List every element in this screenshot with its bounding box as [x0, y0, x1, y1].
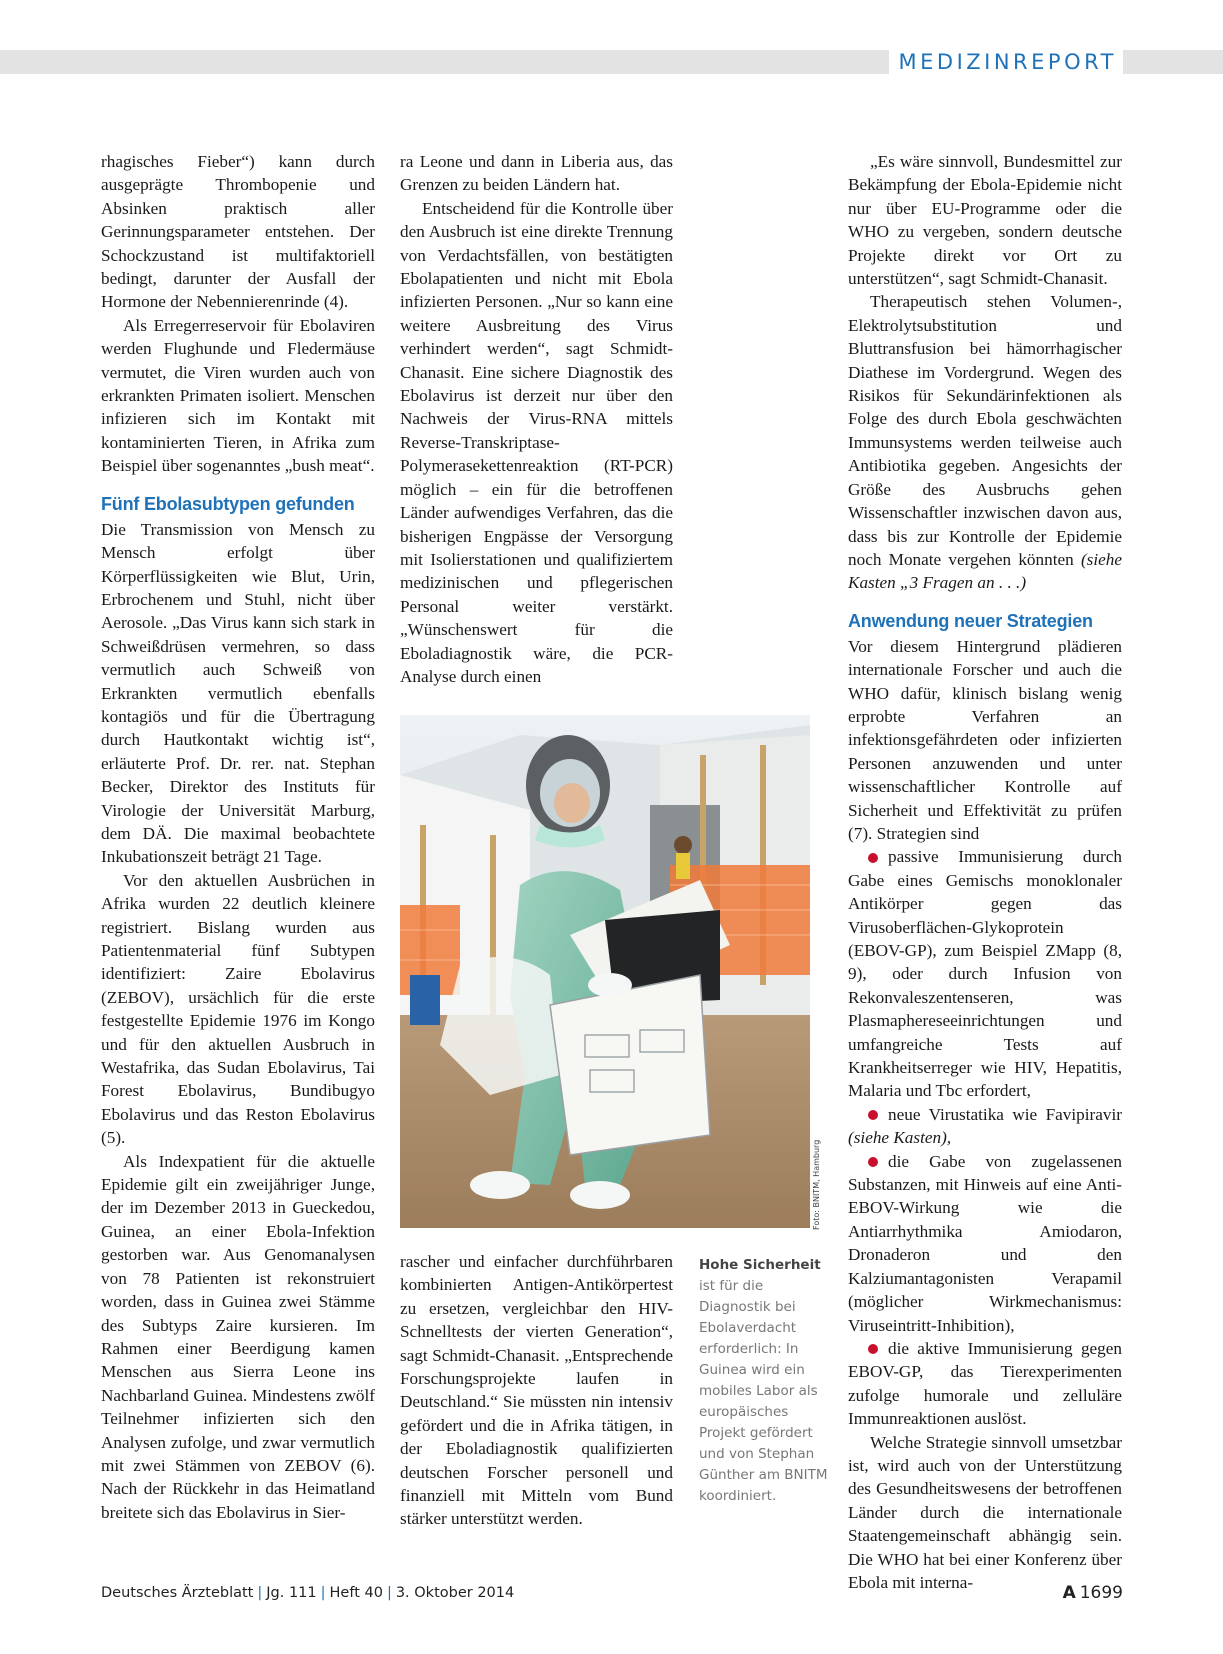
paragraph-text: Therapeutisch stehen Volumen-, Elektrolytsubstitution und Bluttransfusion bei hämorrhagischer Diathese im Vordergrund. Wegen des Risikos für Sekundärinfektionen als Folge des durch Ebola geschwächten Immunsystems werden teilweise auch Antibiotika gegeben. Angesichts der Größe des Ausbruchs gehen Wissenschaftler inzwischen davon aus, dass bis zur Kontrolle der Epidemie noch Monate vergehen könnten [848, 292, 1122, 569]
bullet-item [848, 1150, 1122, 1337]
issue: Heft 40 [329, 1585, 383, 1601]
separator: | [386, 1585, 392, 1601]
bullet-text: die Gabe von zugelassenen Substanzen, mit Hinweis auf eine Anti-EBOV-Wirkung wie die Antiarrhythmika Amiodaron, Dronaderon und den Kalziumantagonisten Verapamil (möglicher Wirkmechanismus: Viruseintritt-Inhibition), [848, 1151, 1122, 1335]
paragraph: Vor den aktuellen Ausbrüchen in Afrika wurden 22 deutlich kleinere registriert. Bislang wurden aus Patientenmaterial fünf Subtypen identifiziert: Zaire Ebolavirus (ZEBOV), ursächlich für die erste festgestellte Epidemie 1976 im Kongo und für den aktuellen Ausbruch in Westafrika, das Sudan Ebolavirus, Tai Forest Ebolavirus, Bundibugyo Ebolavirus und das Reston Ebolavirus (5). [101, 870, 375, 1148]
cross-reference: (siehe Kasten), [848, 1128, 952, 1148]
bullet-text: die aktive Immunisierung gegen EBOV-GP, das Tierexperimenten zufolge humorale und zelluläre Immunreaktionen auslöst. [848, 1338, 1122, 1429]
issue-date: 3. Oktober 2014 [395, 1585, 515, 1601]
paragraph: rhagisches Fieber“) kann durch ausgeprägte Thrombopenie und Absinken praktisch aller Gerinnungsparameter entstehen. Der Schockzustand ist multifaktoriell bedingt, darunter der Ausfall der Hormone der Nebennierenrinde (4). [101, 152, 375, 312]
separator: | [257, 1585, 263, 1601]
column-2-bottom [400, 1250, 673, 1531]
page-prefix: A [1062, 1583, 1076, 1603]
bullet-item [848, 1103, 1122, 1150]
paragraph: „Es wäre sinnvoll, Bundesmittel zur Bekämpfung der Ebola-Epidemie nicht nur über EU-Programme oder die WHO zu vergeben, sondern deutsche Projekte direkt vor Ort zu unterstützen“, sagt Schmidt-Chanasit. [848, 152, 1122, 289]
bullet-dot-icon [868, 1157, 878, 1167]
photo-caption [699, 1255, 829, 1507]
bullet-dot-icon [868, 853, 878, 863]
paragraph: rascher und einfacher durchführbaren kombinierten Antigen-Antikörpertest zu ersetzen, vergleichbar den HIV-Schnelltests der vierten Generation“, sagt Schmidt-Chanasit. „Entsprechende Forschungsprojekte laufen in Deutschland.“ Sie müssten nin intensiv gefördert und die in Afrika tätigen, in der Eboladiagnostik qualifizierten deutschen Forscher personell und finanziell mit Mitteln vom Bund stärker unterstützt werden. [400, 1252, 673, 1529]
page-number [1063, 1583, 1123, 1603]
volume: Jg. 111 [266, 1585, 317, 1601]
bullet-text: neue Virustatika wie Favipiravir [888, 1104, 1122, 1124]
journal-name: Deutsches Ärzteblatt [101, 1585, 254, 1601]
column-2-top [400, 150, 673, 688]
paragraph: Welche Strategie sinnvoll umsetzbar ist, wird auch von der Unterstützung des Gesundheitswesens der betroffenen Länder durch die internationale Staatengemeinschaft abhängig sein. Die WHO hat bei einer Konferenz über Ebola mit interna- [848, 1432, 1122, 1592]
article-photo [400, 715, 810, 1228]
paragraph: Die Transmission von Mensch zu Mensch erfolgt über Körperflüssigkeiten wie Blut, Urin, Erbrochenem und Stuhl, nicht über Aerosole. „Das Virus kann sich stark in Schweißdrüsen vermehren, so dass vermutlich auch Schweiß von Erkrankten vermutlich ebenfalls kontagiös und für die Übertragung durch Hautkontakt wichtig ist“, erläuterte Prof. Dr. rer. nat. Stephan Becker, Direktor des Instituts für Virologie der Universität Marburg, dem DÄ. Die maximal beobachtete Inkubationszeit beträgt 21 Tage. [101, 519, 375, 867]
photo-ebola-worker [400, 715, 810, 1228]
photo-credit: Foto: BNITM, Hamburg [812, 1139, 821, 1230]
cross-reference: (siehe Kasten „3 Fragen an . . .) [848, 549, 1122, 593]
paragraph: ra Leone und dann in Liberia aus, das Grenzen zu beiden Ländern hat. [400, 152, 673, 195]
bullet-item [848, 1337, 1122, 1431]
separator: | [320, 1585, 326, 1601]
section-label: MEDIZINREPORT [889, 48, 1123, 76]
subheading: Fünf Ebolasubtypen gefunden [101, 493, 355, 514]
column-1 [101, 150, 375, 1524]
bullet-text: passive Immunisierung durch Gabe eines Gemischs monoklonaler Antikörper gegen das Virusoberflächen-Glykoprotein (EBOV-GP), zum Beispiel ZMapp (8, 9), oder durch Infusion von Rekonvaleszentenseren, was Plasmaphereseeinrichtungen und umfangreiche Tests auf Krankheitserreger wie HIV, Hepatitis, Malaria und Tbc erfordert, [848, 847, 1122, 1101]
subheading: Anwendung neuer Strategien [848, 610, 1093, 631]
bullet-item [848, 845, 1122, 1102]
page-footer [101, 1585, 1123, 1607]
column-3 [848, 150, 1122, 1594]
page-number-value: 1699 [1079, 1583, 1123, 1603]
paragraph [848, 290, 1122, 594]
caption-text: ist für die Diagnostik bei Ebolaverdacht erforderlich: In Guinea wird ein mobiles Labor als europäisches Projekt gefördert und von Stephan Günther am BNITM koordiniert. [699, 1278, 828, 1504]
bullet-dot-icon [868, 1110, 878, 1120]
paragraph: Als Erregerreservoir für Ebolaviren werden Flughunde und Fledermäuse vermutet, die Viren wurden auch von erkrankten Primaten isoliert. Menschen infizieren sich im Kontakt mit kontaminierten Tieren, in Afrika zum Beispiel über sogenanntes „bush meat“. [101, 315, 375, 476]
caption-title: Hohe Sicherheit [699, 1257, 821, 1273]
paragraph: Als Indexpatient für die aktuelle Epidemie gilt ein zweijähriger Junge, der im Dezember 2013 in Gueckedou, Guinea, an einer Ebola-Infektion gestorben war. Aus Genomanalysen von 78 Patienten ist rekonstruiert worden, dass in Guinea zwei Stämme des Subtyps Zaire kursieren. Im Rahmen einer Beerdigung kamen Menschen aus Sierra Leone ins Nachbarland Guinea. Mindestens zwölf Teilnehmer infizierten sich den Analysen zufolge, und zwar vermutlich mit zwei Stämmen von ZEBOV (6). Nach der Rückkehr in das Heimatland breitete sich das Ebolavirus in Sier- [101, 1151, 375, 1522]
paragraph: Entscheidend für die Kontrolle über den Ausbruch ist eine direkte Trennung von Verdachtsfällen, von bestätigten Ebolapatienten und nicht mit Ebola infizierten Personen. „Nur so kann eine weitere Ausbreitung des Virus verhindert werden“, sagt Schmidt-Chanasit. Eine sichere Diagnostik des Ebolavirus ist derzeit nur über den Nachweis der Virus-RNA mittels Reverse-Transkriptase-Polymerasekettenreaktion (RT-PCR) möglich – ein für die betroffenen Länder aufwendiges Verfahren, das die bisherigen Engpässe der Versorgung mit Isolierstationen und qualifiziertem medizinischen und pflegerischen Personal weiter verstärkt. „Wünschenswert für die Eboladiagnostik wäre, die PCR-Analyse durch einen [400, 198, 673, 686]
paragraph: Vor diesem Hintergrund plädieren internationale Forscher und auch die WHO dafür, klinisch bislang wenig erprobte Verfahren an infektionsgefährdeten oder infizierten Personen anzuwenden und unter wissenschaftlicher Kontrolle auf Sicherheit und Effektivität zu prüfen (7). Strategien sind [848, 636, 1122, 843]
bullet-dot-icon [868, 1344, 878, 1354]
